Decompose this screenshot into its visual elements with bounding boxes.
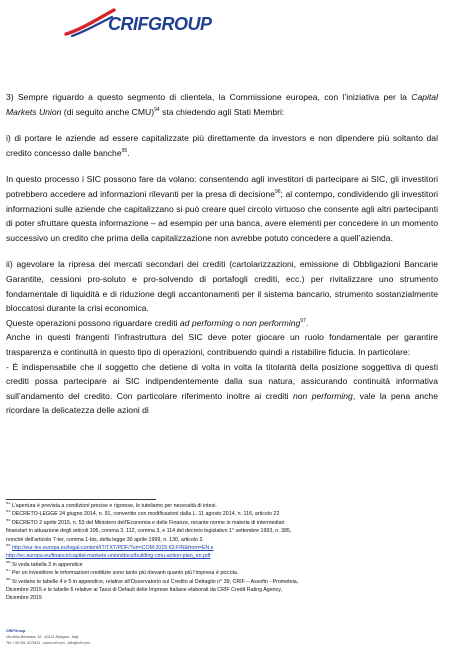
footnote-text: finanziari in attuazione degli articoli 106, comma 3, 112, comma 3, e 114 del decreto legislativo 1° settembre 1993, n. 385, [6, 528, 292, 535]
text-run: - È indispensabile che il soggetto che detiene di volta in volta la titolarità della posizione soggettiva di questi crediti possa partecipare ai SIC indipendentemente dalla sua natura, assicurando continuità informativa sull’andamento del credito. Con particolare riferimento inoltre ai crediti [6, 361, 438, 401]
text-italic: ad performing [179, 317, 233, 328]
footnote-number: 95 [6, 544, 11, 548]
footnote-ref: 95 [121, 147, 128, 154]
footnote-number: 92 [6, 502, 11, 506]
footnote-line [6, 578, 442, 586]
text-run: . [127, 147, 130, 158]
footer-address: Via della Beverara, 19 - 40131 Bologna - Italy [6, 635, 79, 639]
footnote-line [6, 569, 442, 577]
footnote-text: L’apertura è prevista a condizioni precise e rigorose, le tuteliamo per necessità di intesi. [11, 503, 217, 509]
paragraph-point-ii [6, 257, 438, 418]
footnote-text: Dicembre 2015 e le tabelle 6 relative ai Tassi di Default delle Imprese Italiane elaborati da CRIF Credit Rating Agency, [6, 587, 282, 594]
text-run: sta chiedendo agli Stati Membri: [159, 106, 285, 117]
footnote-ref: 97 [300, 317, 306, 324]
footnote-number: 94 [6, 518, 11, 523]
logo-text: CRIFGROUP [108, 14, 212, 34]
footnote-line [6, 527, 442, 535]
text-run: (di seguito anche CMU) [61, 106, 155, 117]
text-run: 3) Sempre riguardo a questo segmento di clientela, la Commissione europea, con l’iniziativa per la [6, 92, 412, 102]
footnote-number: 97 [6, 569, 11, 573]
footnote-number: 98 [6, 577, 11, 581]
footnote-text: DECRETO 2 aprile 2015, n. 53 del Ministero dell’Economia e delle Finanze, recante norme in materia di intermediari [11, 519, 285, 526]
footnote-line [6, 552, 442, 560]
text-italic: Capital Markets Union [6, 92, 438, 117]
footer-contacts: Tel. +39 051 4176111 - www.crif.com - info@crif.com [6, 641, 90, 645]
text-run: ii) agevolare la ripresa dei mercati secondari dei crediti (cartolarizzazioni, emissione di Obbligazioni Bancarie Garantite, cessioni pro-soluto e pro-solvendo di portafogli crediti, ecc.) per rivitalizzare uno strumento fondamentale di liquidità e di riduzione degli accantonamenti per il sistema bancario, strumento sostanzialmente bloccatosi durante la crisi economica. [6, 259, 438, 314]
text-run: . [305, 317, 309, 328]
footnotes [6, 502, 442, 603]
footnote-divider [6, 499, 156, 500]
footer-brand: CRIFGroup [6, 629, 26, 633]
footnote-link[interactable]: http://ec.europa.eu/finance/capital-markets-union/docs/building-cmu-action-plan_en.pdf [6, 553, 211, 560]
text-italic: non performing [292, 390, 353, 401]
footnote-line [6, 536, 442, 544]
footnote-line [6, 594, 442, 602]
text-run: i) di portare le aziende ad essere capitalizzate più direttamente da investors e non dipendere più soltanto dal credito concesso dalle banche [6, 133, 438, 158]
text-italic: non performing [242, 317, 301, 328]
text-run: Queste operazioni possono riguardare crediti [6, 317, 180, 328]
footnote-line [6, 586, 442, 594]
footnote-text: Per un investitore le informazioni creditizie sono tanto più rilevanti quanto più l’impresa è piccola. [11, 570, 239, 577]
footnote-line [6, 519, 442, 527]
paragraph-point-i [6, 131, 438, 160]
body-text [6, 90, 438, 418]
text-run: Anche in questi frangenti l’infrastruttura del SIC deve poter giocare un ruolo fondamentale per garantire trasparenza e continuità in questo tipo di operazioni, contribuendo quindi a ristabilire fiducia. In particolare: [6, 332, 438, 357]
footnote-text: Dicembre 2015 [6, 595, 42, 602]
text-run: ; al contempo, condividendo gli investitori informazioni sulle aziende che capitalizzano si può creare quel circolo virtuoso che consente agli altri partecipanti di poter sfruttare questa informazione – ad esempio per una banca, avere elementi per concedere in un momento successivo un credito che prima della capitalizzazione non avrebbe potuto concedere a quell’azienda. [6, 188, 438, 243]
footnote-number: 93 [6, 510, 11, 514]
text-run: o [232, 317, 243, 328]
footnote-number: 96 [6, 560, 11, 565]
footnote-text: Si vedano le tabelle 4 e 5 in appendice, relative all’Osservatorio sul Credito al Dettaglio n° 39, CRIF – Assofin - Prometeia, [11, 578, 299, 585]
text-run: , vale la pena anche ricordare la delicatezza delle azioni di [6, 390, 438, 416]
footnote-text: DECRETO-LEGGE 24 giugno 2014, n. 91, convertito con modificazioni dalla L. 11 agosto 2014, n. 116, articolo 22. [11, 511, 281, 518]
paragraph-sic-volano [6, 172, 438, 245]
footnote-text: Si veda tabella 3 in appendice [11, 561, 83, 568]
footnote-link[interactable]: http://eur-lex.europa.eu/legal-content/IT/TXT/PDF/?uri=COM:2015:63:FIN&from=EN e [11, 545, 214, 552]
footnote-text: nonché dell’articolo 7-ter, comma 1-bis, della legge 30 aprile 1999, n. 130, articolo 2. [6, 536, 204, 543]
text-run: In questo processo i SIC possono fare da volano: consentendo agli investitori di partecipare ai SIC, gli investitori potrebbero accedere ad informazioni rilevanti per la presa di decisione [6, 174, 438, 199]
footnote-line [6, 502, 442, 510]
paragraph-cmu [6, 90, 438, 119]
page-footer [6, 628, 306, 646]
footnote-line [6, 561, 442, 569]
footnote-ref: 96 [274, 189, 281, 196]
crif-logo [62, 6, 212, 42]
footnote-line [6, 510, 442, 518]
footnote-ref: 94 [154, 106, 160, 113]
footnote-line [6, 544, 442, 552]
